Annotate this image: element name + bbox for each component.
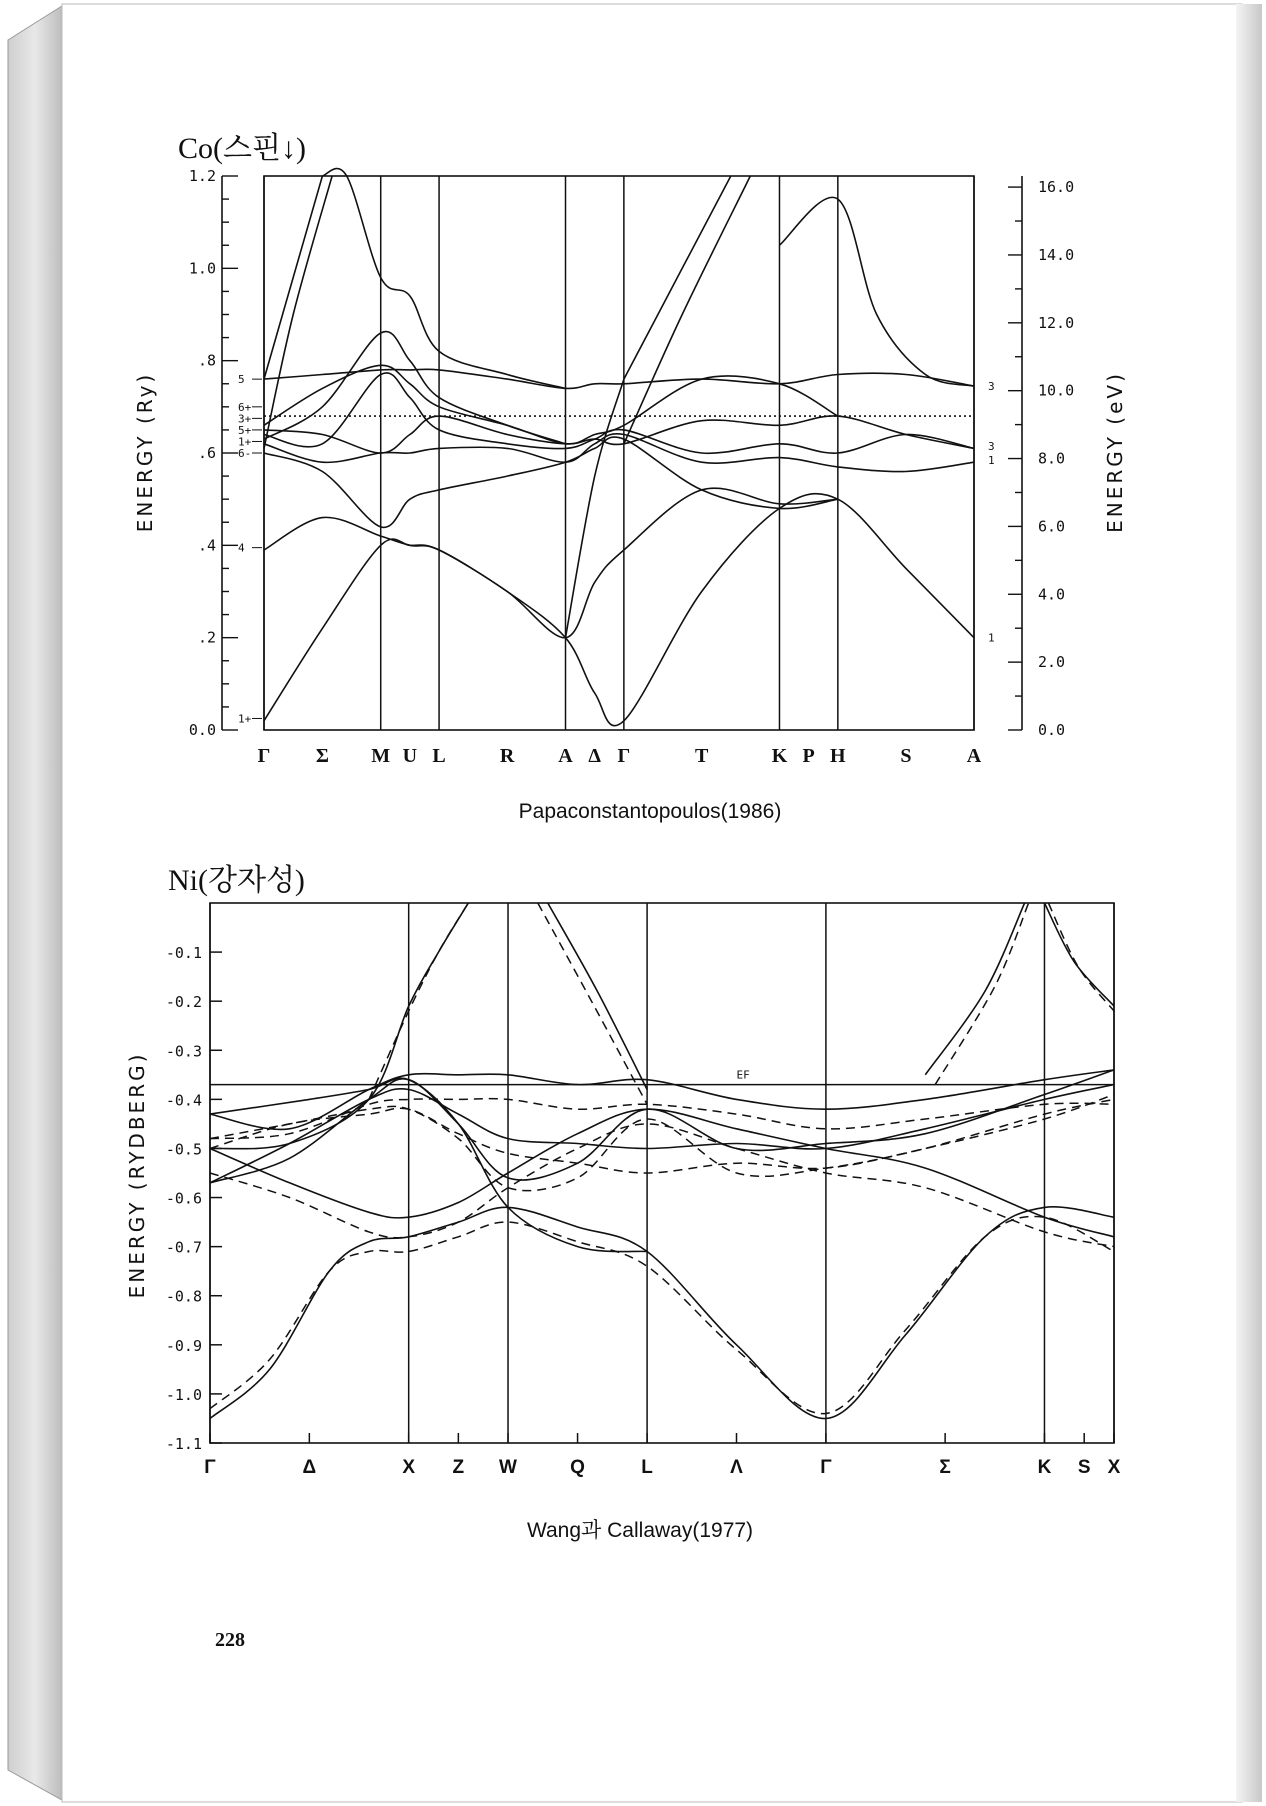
chart1-kpoint-9: T <box>694 745 709 767</box>
chart1-title: Co(스핀↓) <box>178 132 306 165</box>
chart1-kpoint-12: H <box>830 745 846 767</box>
chart2-ylabel: ENERGY (RYDBERG) <box>125 1051 149 1299</box>
chart2-title: Ni(강자성) <box>168 864 305 897</box>
chart2-ytick-label: -0.8 <box>165 1287 202 1306</box>
chart1-gamma-label: 1+ <box>238 435 252 449</box>
book-spine <box>8 6 62 1800</box>
chart1-kpoint-1: Σ <box>315 745 329 767</box>
chart2-ytick-label: -0.6 <box>165 1189 202 1208</box>
chart2-ytick-label: -1.1 <box>165 1435 202 1453</box>
chart1-gamma-label: 1+ <box>238 712 252 726</box>
chart1-gamma-label: 4 <box>238 541 245 555</box>
chart2-kpoint-1: Δ <box>302 1457 317 1478</box>
chart1-gamma-label: 6+ <box>238 400 252 414</box>
page-number: 228 <box>215 1629 245 1651</box>
chart1-gamma-label: 3+ <box>238 412 252 426</box>
chart1-ylabel-left: ENERGY (Ry) <box>133 371 157 533</box>
chart1-kpoint-0: Γ <box>257 745 271 767</box>
chart1-kpoint-14: A <box>966 745 982 767</box>
chart1-a-label: 1 <box>988 453 995 467</box>
chart1-ytick-label: 1.2 <box>188 167 216 185</box>
chart1-gamma-label: 6- <box>238 447 252 460</box>
chart1-a-label: 3 <box>988 380 995 394</box>
chart1-ytick-right-label: 6.0 <box>1038 517 1066 536</box>
chart1-a-label: 1 <box>988 631 995 645</box>
chart1-ytick-right-label: 0.0 <box>1038 721 1066 739</box>
chart2-kpoint-4: W <box>499 1457 517 1478</box>
chart1-ytick-right-label: 12.0 <box>1038 313 1075 332</box>
chart2-kpoint-9: Σ <box>939 1457 951 1478</box>
chart1-ytick-right-label: 14.0 <box>1038 245 1075 264</box>
chart1-gamma-label: 5+ <box>238 423 252 437</box>
chart2-kpoint-8: Γ <box>820 1457 832 1478</box>
chart1-ytick-label: 0.0 <box>188 721 216 739</box>
chart2-kpoint-7: Λ <box>730 1457 743 1478</box>
chart2-fermi-label: EF <box>736 1068 750 1082</box>
chart2-ytick-label: -0.1 <box>165 944 202 963</box>
chart2-ytick-label: -0.9 <box>165 1336 202 1355</box>
chart1-kpoint-4: L <box>432 745 446 767</box>
chart2-ytick-label: -0.4 <box>165 1091 202 1110</box>
chart1-ytick-right-label: 10.0 <box>1038 381 1075 400</box>
chart1-ytick-right-label: 16.0 <box>1038 178 1075 197</box>
chart2-ytick-label: -0.2 <box>165 993 202 1012</box>
chart1-kpoint-11: P <box>802 745 815 767</box>
chart1-ytick-label: .8 <box>197 351 216 370</box>
chart2-kpoint-3: Z <box>452 1457 465 1478</box>
chart2-kpoint-0: Γ <box>204 1457 216 1478</box>
chart1-ylabel-right: ENERGY (eV) <box>1103 371 1127 533</box>
chart1-gamma-label: 5 <box>238 373 245 387</box>
chart2-kpoint-10: K <box>1037 1457 1052 1478</box>
chart2-caption: Wang과 Callaway(1977) <box>526 1519 754 1542</box>
chart1-a-label: 3 <box>988 440 995 454</box>
page-edge-shadow <box>1236 4 1262 1802</box>
chart1-kpoint-8: Γ <box>617 745 631 767</box>
chart2-kpoint-11: S <box>1077 1457 1091 1478</box>
chart2-kpoint-2: X <box>402 1457 416 1478</box>
chart1-kpoint-5: R <box>499 745 515 767</box>
chart1-ytick-right-label: 2.0 <box>1038 653 1066 672</box>
chart1-ytick-label: .2 <box>197 628 216 647</box>
chart1-kpoint-13: S <box>900 745 912 767</box>
chart2-ytick-label: -1.0 <box>165 1385 202 1404</box>
chart1-kpoint-2: M <box>371 745 391 767</box>
chart1-ytick-right-label: 8.0 <box>1038 449 1066 468</box>
chart1-ytick-label: .4 <box>197 536 216 555</box>
chart2-kpoint-12: X <box>1107 1457 1121 1478</box>
chart2-kpoint-5: Q <box>570 1457 585 1478</box>
chart1-caption: Papaconstantopoulos(1986) <box>518 800 782 823</box>
chart2-ytick-label: -0.7 <box>165 1238 202 1257</box>
chart2-ytick-label: -0.5 <box>165 1140 202 1159</box>
chart2-kpoint-6: L <box>641 1457 653 1478</box>
chart1-kpoint-10: K <box>771 745 788 767</box>
chart1-kpoint-3: U <box>402 745 418 767</box>
chart1-ytick-label: .6 <box>197 444 216 462</box>
chart1-ytick-label: 1.0 <box>188 259 216 278</box>
chart1-kpoint-6: A <box>558 745 573 767</box>
chart1-kpoint-7: Δ <box>588 745 601 767</box>
chart2-ytick-label: -0.3 <box>165 1042 202 1061</box>
chart1-ytick-right-label: 4.0 <box>1038 585 1066 604</box>
